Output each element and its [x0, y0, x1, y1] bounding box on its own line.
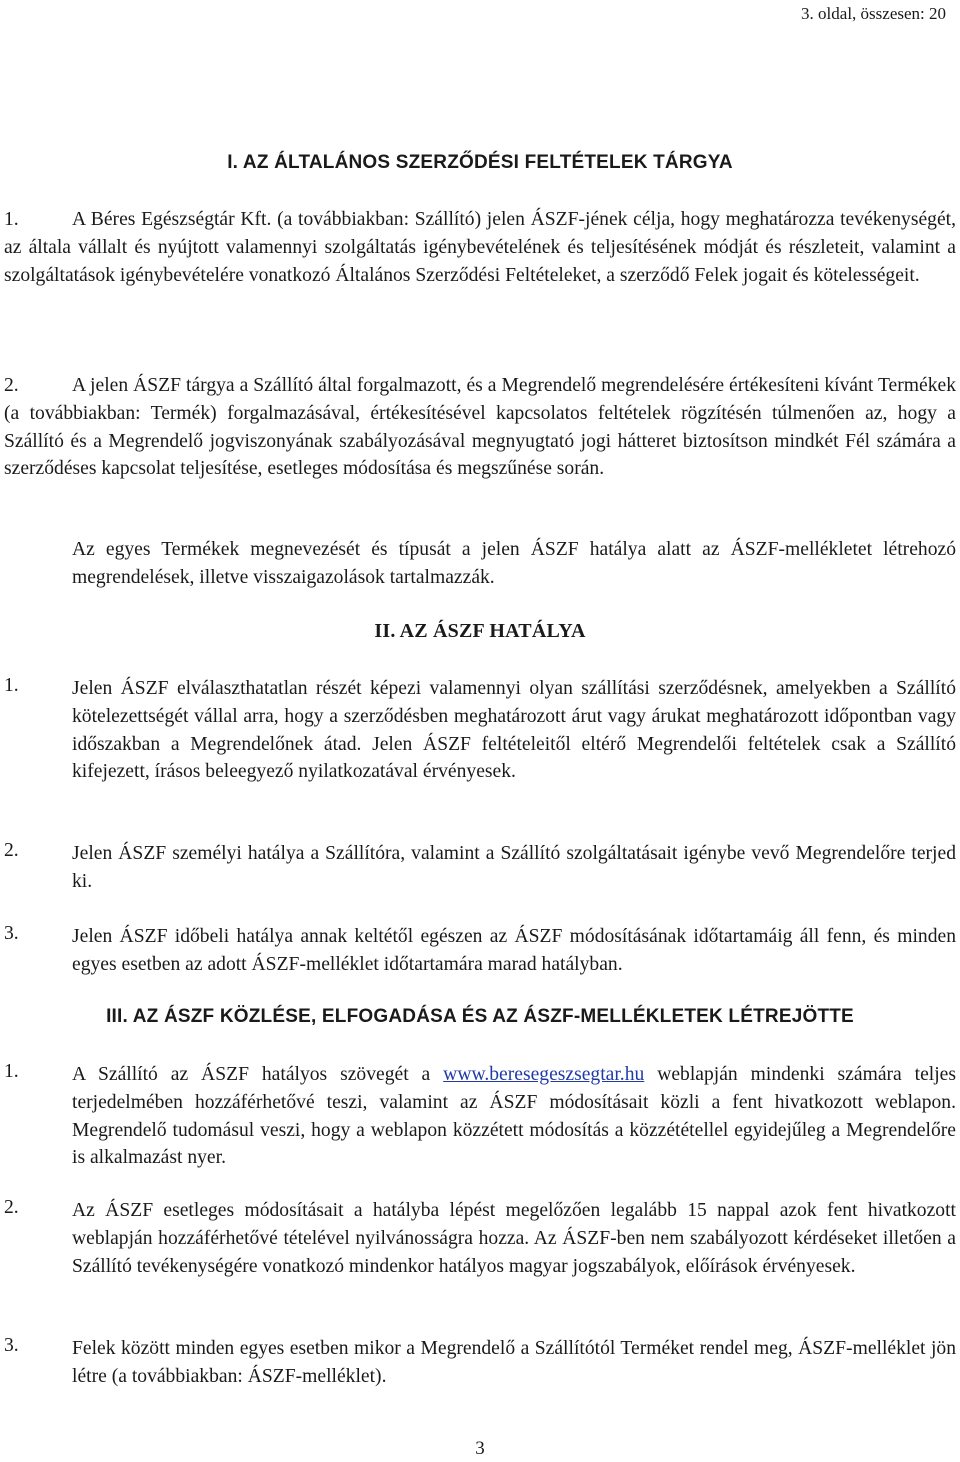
section-3-item-1-number: 1.: [4, 1061, 19, 1082]
section-3-title: III. AZ ÁSZF KÖZLÉSE, ELFOGADÁSA ÉS AZ ÁSZF-MELLÉKLETEK LÉTREJÖTTE: [106, 1006, 854, 1027]
section-1-item-2-text: A jelen ÁSZF tárgya a Szállító által forgalmazott, és a Megrendelő megrendelésére értékesíteni kívánt Termékek (a továbbiakban: Termék) forgalmazásával, értékesítésével kapcsolatos feltételek rögzítésén túlmenően az, hogy a Szállító és a Megrendelő jogviszonyának szabályozásával megnyugtató jogi hátteret biztosítson mindkét Fél számára a szerződéses kapcsolat teljesítése, esetleges módosítása és megszűnése során.: [4, 375, 956, 480]
section-1-item-2-number: 2.: [4, 375, 19, 396]
section-1-paragraph-3: Az egyes Termékek megnevezését és típusát a jelen ÁSZF hatálya alatt az ÁSZF-mellékletet létrehozó megrendelések, illetve visszaigazolások tartalmazzák.: [72, 539, 956, 588]
section-2-item-3-text: Jelen ÁSZF időbeli hatálya annak keltétől egészen az ÁSZF módosításának időtartamáig áll fenn, és minden egyes esetben az adott ÁSZF-melléklet időtartamára marad hatályban.: [72, 926, 956, 975]
section-3-item-2-number: 2.: [4, 1197, 19, 1218]
section-2-item-1-number: 1.: [4, 675, 19, 696]
section-1-item-2: [4, 372, 956, 483]
section-3-item-1-text-before: A Szállító az ÁSZF hatályos szövegét a: [72, 1064, 444, 1085]
section-2-title: II. AZ ÁSZF HATÁLYA: [374, 620, 586, 642]
section-2-item-3-number: 3.: [4, 923, 19, 944]
section-2-item-2-text: Jelen ÁSZF személyi hatálya a Szállítóra, valamint a Szállító szolgáltatásait igénybe vevő Megrendelőre terjed ki.: [72, 843, 956, 892]
section-2-item-1-text: Jelen ÁSZF elválaszthatatlan részét képezi valamennyi olyan szállítási szerződésnek, amelyekben a Szállító kötelezettségét vállal arra, hogy a szerződésben meghatározott árut vagy árukat meghatározott időpontban vagy időszakban a Megrendelőnek átad. Jelen ÁSZF feltételeitől eltérő Megrendelői feltételek csak a Szállító kifejezett, írásos beleegyező nyilatkozatával érvényesek.: [72, 678, 956, 783]
section-3-item-3-text: Felek között minden egyes esetben mikor a Megrendelő a Szállítótól Terméket rendel meg, ÁSZF-melléklet jön létre (a továbbiakban: ÁSZF-melléklet).: [72, 1338, 956, 1387]
section-1-item-1-number: 1.: [4, 209, 19, 230]
section-1-title: I. AZ ÁLTALÁNOS SZERZŐDÉSI FELTÉTELEK TÁRGYA: [227, 152, 733, 173]
section-1-item-1: [4, 206, 956, 289]
section-2-item-2-number: 2.: [4, 840, 19, 861]
website-link[interactable]: www.beresegeszsegtar.hu: [443, 1064, 645, 1085]
section-1-item-1-text: A Béres Egészségtár Kft. (a továbbiakban: Szállító) jelen ÁSZF-jének célja, hogy meghatározza tevékenységét, az általa vállalt és nyújtott valamennyi szolgáltatás igénybevételének és teljesítésének módját és részleteit, valamint a szolgáltatások igénybevételére vonatkozó Általános Szerződési Feltételeket, a szerződő Felek jogait és kötelességeit.: [4, 209, 956, 286]
section-1-item-1-body: [4, 206, 956, 289]
section-3-item-1-text-after: weblapján mindenki számára teljes terjedelmében hozzáférhetővé teszi, valamint az ÁSZF módosításait közli a fent hivatkozott weblapon. Megrendelő tudomásul veszi, hogy a weblapon közzétett módosítás a közzététellel egyidejűleg a Megrendelőre is alkalmazást nyer.: [72, 1064, 956, 1169]
page-number: 3: [475, 1438, 485, 1459]
page-header: 3. oldal, összesen: 20: [801, 4, 946, 23]
section-3-item-2-text: Az ÁSZF esetleges módosításait a hatályba lépést megelőzően legalább 15 nappal azok fent hivatkozott weblapján hozzáférhetővé tételével nyilvánosságra hozza. Az ÁSZF-ben nem szabályozott kérdéseket illetően a Szállító tevékenységére vonatkozó mindenkor hatályos magyar jogszabályok, előírások érvényesek.: [72, 1200, 956, 1277]
section-1-item-2-body: [4, 372, 956, 483]
section-3-item-1-text: [72, 1061, 956, 1172]
section-3-item-3-number: 3.: [4, 1335, 19, 1356]
